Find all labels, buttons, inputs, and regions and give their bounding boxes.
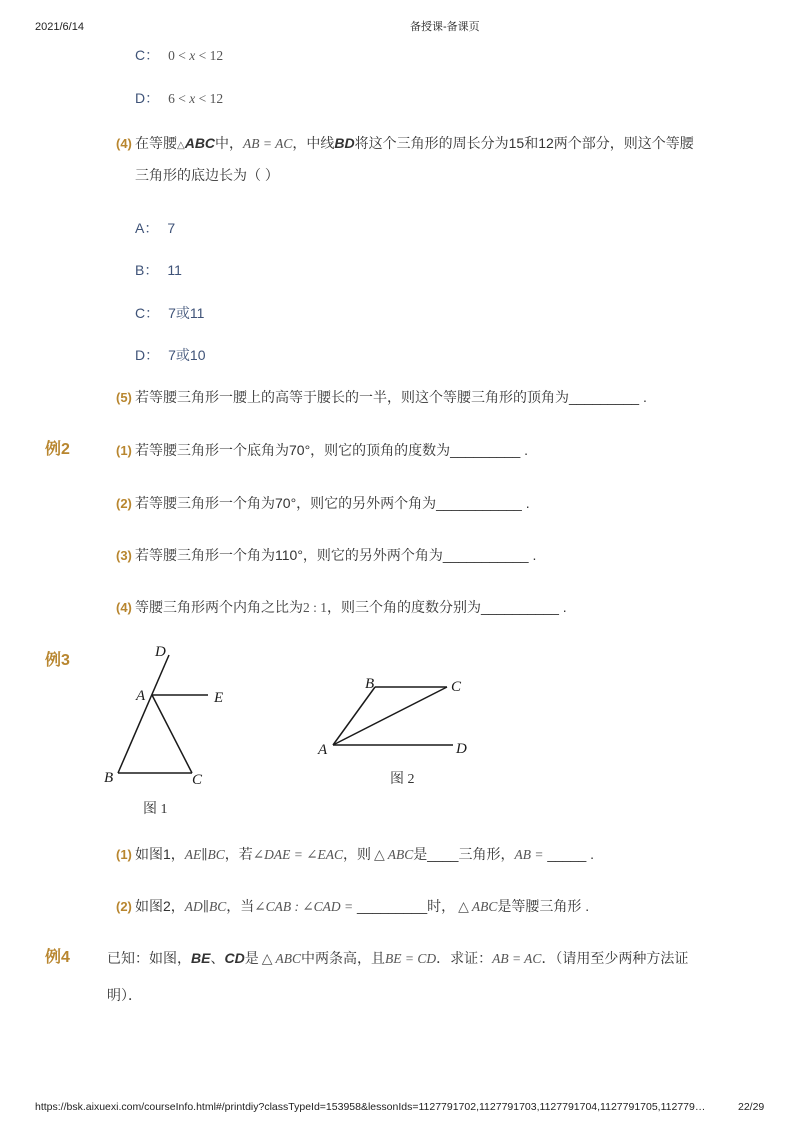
option-math <box>168 91 223 106</box>
option-value: 7或10 <box>168 347 206 363</box>
question-text: ，则三个角的度数分别为 <box>327 599 482 615</box>
math-equation: AB = AC <box>492 951 542 966</box>
question-text: 在等腰 <box>135 135 177 151</box>
option-d-prev <box>135 88 223 109</box>
figure-1-caption: 图 1 <box>143 802 168 817</box>
question-text: 若等腰三角形一个角为70°，则它的另外两个角为 <box>135 495 437 511</box>
segment-AB <box>333 687 375 745</box>
answer-blank: ____ <box>427 846 459 862</box>
math-equation: AB = AC <box>243 136 293 151</box>
print-url: https://bsk.aixuexi.com/courseInfo.html#/printdiy?classTypeId=153958&lessonIds=1127791702,1127791703,1127791704,1127791705,112779… <box>35 1101 706 1113</box>
question-end: . <box>521 495 530 511</box>
example-4-line2: 明）． <box>107 987 142 1003</box>
question-text: ．（请用至少两种方法证 <box>541 950 689 966</box>
altitude-name: BE <box>191 950 211 966</box>
math-equation: AB = <box>514 847 544 862</box>
example-3-item-2 <box>116 896 589 917</box>
math-angle-ratio: ∠CAB : ∠CAD = <box>254 899 354 914</box>
question-text: 、 <box>210 950 225 966</box>
triangle-symbol: △ <box>261 950 273 966</box>
option-letter: D： <box>135 347 160 363</box>
example-3-label: 例3 <box>45 652 70 669</box>
question-text: ，当 <box>226 898 255 914</box>
option-letter: A： <box>135 220 159 236</box>
triangle-symbol: △ <box>458 898 469 914</box>
print-date: 2021/6/14 <box>35 21 84 33</box>
math-lhs: 0 < <box>168 48 186 63</box>
question-text: 等腰三角形两个内角之比为 <box>135 599 303 615</box>
page-number: 22/29 <box>738 1101 765 1113</box>
math-equation: BE = CD <box>384 951 437 966</box>
question-text: 如图1， <box>135 846 185 862</box>
point-label-a: A <box>318 742 328 758</box>
question-text: 是 <box>413 846 428 862</box>
math-variable: x <box>189 91 196 106</box>
question-text: 中两条高，且 <box>300 950 385 966</box>
question-text: 中， <box>215 135 244 151</box>
question-number: (2) <box>116 899 132 914</box>
option-letter: C： <box>135 47 160 63</box>
option-value: 11 <box>167 262 182 278</box>
answer-blank: ___________ <box>436 495 522 511</box>
math-rhs: < 12 <box>198 91 224 106</box>
answer-blank: ___________ <box>442 547 529 563</box>
question-number: (4) <box>116 136 132 151</box>
figure-2-caption: 图 2 <box>390 772 415 787</box>
math-ratio: 2 : 1 <box>303 600 328 615</box>
question-end: . <box>520 442 529 458</box>
option-letter: B： <box>135 262 159 278</box>
question-text: 已知：如图， <box>107 950 191 966</box>
point-label-b: B <box>365 676 375 692</box>
answer-blank: _____ <box>547 846 587 862</box>
question-number: (1) <box>116 443 132 458</box>
option-value: 7 <box>167 220 176 236</box>
point-label-e: E <box>214 690 224 706</box>
answer-blank: _________ <box>450 442 521 458</box>
point-label-c: C <box>451 679 462 695</box>
point-label-a: A <box>136 688 146 704</box>
option-value: 7或11 <box>168 305 205 321</box>
math-lhs: 6 < <box>168 91 186 106</box>
triangle-symbol: △ <box>374 846 385 862</box>
question-number: (4) <box>116 600 132 615</box>
question-end: . <box>558 599 567 615</box>
option-letter: D： <box>135 90 160 106</box>
question-number: (3) <box>116 548 132 563</box>
math-parallel: AE∥BC <box>184 847 225 862</box>
option-d <box>135 345 205 365</box>
triangle-name: ABC <box>184 135 216 151</box>
option-c <box>135 303 204 323</box>
question-text: 若等腰三角形一个底角为70°，则它的顶角的度数为 <box>135 442 451 458</box>
question-end: . <box>639 389 647 405</box>
question-text: ，中线 <box>292 135 335 151</box>
question-4 <box>116 133 694 156</box>
question-end: . <box>586 846 595 862</box>
print-title: 备授课-备课页 <box>410 21 480 33</box>
question-text: 若等腰三角形一腰上的高等于腰长的一半，则这个等腰三角形的顶角为 <box>135 389 569 405</box>
option-math <box>168 48 223 63</box>
question-text: 三角形， <box>458 846 515 862</box>
segment-AC <box>333 687 447 745</box>
point-label-c: C <box>192 772 203 788</box>
point-label-d: D <box>456 741 467 757</box>
question-text: 时， <box>427 898 456 914</box>
question-text: 是 <box>244 950 259 966</box>
point-label-b: B <box>104 770 114 786</box>
question-4-line2: 三角形的底边长为（ ） <box>135 167 279 183</box>
question-number: (2) <box>116 496 132 511</box>
question-text: 是等腰三角形 . <box>497 898 590 914</box>
example-2-item-3 <box>116 545 536 566</box>
answer-blank: _________ <box>357 898 428 914</box>
question-5 <box>116 387 647 408</box>
option-a <box>135 218 175 238</box>
question-text: ．求证： <box>436 950 493 966</box>
figure-2-diagram <box>310 670 480 765</box>
triangle-name: ABC <box>387 847 414 862</box>
option-c-prev <box>135 45 223 66</box>
triangle-name: ABC <box>471 899 498 914</box>
question-end: . <box>528 547 537 563</box>
triangle-name: ABC <box>275 951 301 966</box>
question-text: 若等腰三角形一个角为110°，则它的另外两个角为 <box>135 547 443 563</box>
segment-AC <box>152 695 192 773</box>
answer-blank: _________ <box>569 389 640 405</box>
example-2-item-4 <box>116 597 567 618</box>
question-text: 将这个三角形的周长分为15和12两个部分，则这个等腰 <box>354 135 694 151</box>
altitude-name: CD <box>224 950 245 966</box>
math-variable: x <box>189 48 196 63</box>
point-label-d: D <box>155 644 166 660</box>
example-2-label: 例2 <box>45 441 70 458</box>
question-text: ，则 <box>343 846 372 862</box>
question-number: (1) <box>116 847 132 862</box>
figure-1-diagram <box>95 640 245 790</box>
triangle-symbol: △ <box>177 140 185 151</box>
example-2-item-1 <box>116 440 528 461</box>
math-rhs: < 12 <box>198 48 224 63</box>
option-b <box>135 260 182 280</box>
median-name: BD <box>334 135 355 151</box>
example-4-label: 例4 <box>45 949 70 966</box>
answer-blank: __________ <box>481 599 559 615</box>
example-4-text <box>107 948 688 969</box>
math-angles: ∠DAE = ∠EAC <box>252 847 344 862</box>
question-text: 如图2， <box>135 898 185 914</box>
question-text: ，若 <box>224 846 253 862</box>
math-parallel: AD∥BC <box>184 899 227 914</box>
question-number: (5) <box>116 390 132 405</box>
option-letter: C： <box>135 305 160 321</box>
example-3-item-1 <box>116 844 594 865</box>
example-2-item-2 <box>116 493 530 514</box>
